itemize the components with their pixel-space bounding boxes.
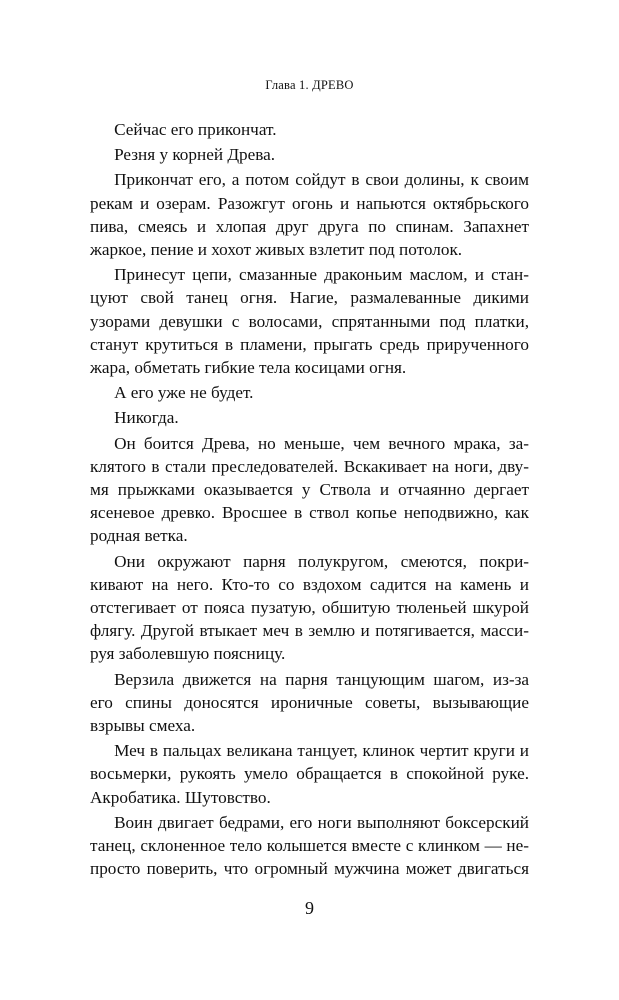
paragraph: Резня у корней Древа. [114,145,276,165]
paragraph: Никогда. [114,408,179,428]
paragraph: Сейчас его прикончат. [114,120,277,139]
paragraph-continued: Воин двигает бедрами, его ноги выполняют боксерский танец, склоненное тело колышется вместе с клинком — непросто поверить, что огромный мужчина может двигаться [90,812,529,879]
running-header: Глава 1. ДРЕВО [265,78,354,92]
paragraph: Они окружают парня полукругом, смеются, покрикивают на него. Кто-то со вздохом садится на камень и отстегивает от пояса пузатую, обшитую тюленьей шкурой флягу. Другой втыкает меч в землю и потягивается, массируя заболевшую поясницу. [90,551,529,664]
paragraph: Верзила движется на парня танцующим шагом, из-за его спины доносятся ироничные советы, вызывающие взрывы смеха. [90,669,529,736]
paragraph: Принесут цепи, смазанные драконьим маслом, и станцуют свой танец огня. Нагие, размалеванные дикими узорами девушки с волосами, спрятанными под платки, станут крутиться в пламени, прыгать средь прирученного жара, обметать гибкие тела косицами огня. [90,265,529,378]
paragraph: Он боится Древа, но меньше, чем вечного мрака, заклятого в стали преследователей. Вскакивает на ноги, двумя прыжками оказывается у Ствола и отчаянно дергает ясеневое древко. Вросшее в ствол копье неподвижно, как родная ветка. [90,433,529,546]
page-number: 9 [305,898,314,918]
paragraph: Прикончат его, а потом сойдут в свои долины, к своим рекам и озерам. Разожгут огонь и напьются октябрьского пива, смеясь и хлопая друг друга по спинам. Запахнет жаркое, пение и хохот живых взлетит под потолок. [90,170,529,260]
body-text [90,118,529,883]
paragraph: Меч в пальцах великана танцует, клинок чертит круги и восьмерки, рукоять умело обращается в спокойной руке. Акробатика. Шутовство. [90,741,529,807]
paragraph: А его уже не будет. [114,383,254,403]
